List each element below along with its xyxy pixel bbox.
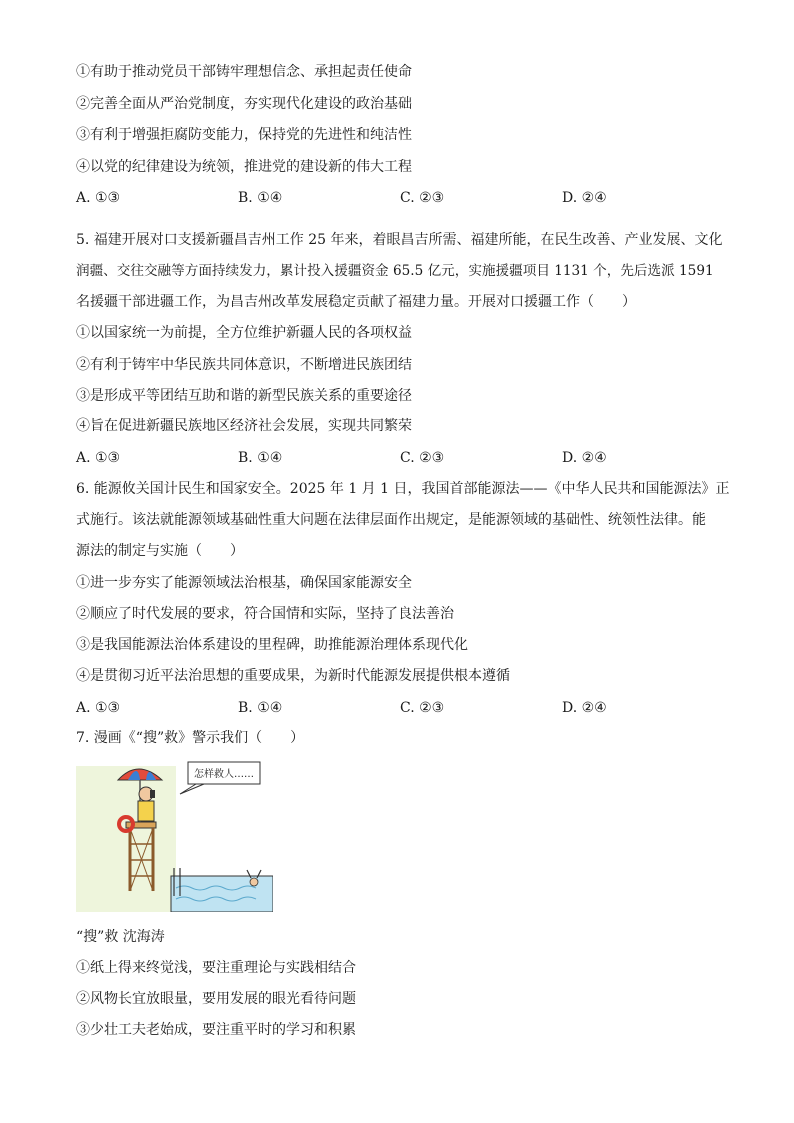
q4-item-2: ②完善全面从严治党制度，夯实现代化建设的政治基础 bbox=[76, 96, 412, 112]
q6-option-a: A. ①③ bbox=[76, 700, 121, 716]
q6-item-4: ④是贯彻习近平法治思想的重要成果，为新时代能源发展提供根本遵循 bbox=[76, 668, 510, 684]
q5-option-d: D. ②④ bbox=[562, 450, 607, 466]
q7-stem: 7. 漫画《“搜”救》警示我们（ ） bbox=[76, 730, 305, 746]
q5-item-4: ④旨在促进新疆民族地区经济社会发展，实现共同繁荣 bbox=[76, 418, 412, 434]
q6-option-c: C. ②③ bbox=[400, 700, 445, 716]
q5-option-a: A. ①③ bbox=[76, 450, 121, 466]
q4-item-4: ④以党的纪律建设为统领，推进党的建设新的伟大工程 bbox=[76, 159, 412, 175]
q7-cartoon-caption: “搜”救 沈海涛 bbox=[76, 929, 165, 945]
q4-item-3: ③有利于增强拒腐防变能力，保持党的先进性和纯洁性 bbox=[76, 127, 412, 143]
q6-option-d: D. ②④ bbox=[562, 700, 607, 716]
q6-item-2: ②顺应了时代发展的要求，符合国情和实际，坚持了良法善治 bbox=[76, 606, 454, 622]
q4-option-a: A. ①③ bbox=[76, 190, 121, 206]
q4-option-d: D. ②④ bbox=[562, 190, 607, 206]
q5-stem-line-1: 5. 福建开展对口支援新疆昌吉州工作 25 年来，着眼昌吉所需、福建所能，在民生改善、产业发展、文化 bbox=[76, 232, 723, 248]
phone-icon bbox=[150, 790, 155, 798]
q7-item-3: ③少壮工夫老始成，要注重平时的学习和积累 bbox=[76, 1022, 356, 1038]
cartoon-background bbox=[76, 766, 176, 912]
q6-stem-line-3: 源法的制定与实施（ ） bbox=[76, 543, 244, 559]
q5-option-c: C. ②③ bbox=[400, 450, 445, 466]
q5-option-b: B. ①④ bbox=[238, 450, 283, 466]
q5-stem-line-2: 润疆、交往交融等方面持续发力，累计投入援疆资金 65.5 亿元，实施援疆项目 1131 个，先后选派 1591 bbox=[76, 263, 714, 279]
q5-item-2: ②有利于铸牢中华民族共同体意识，不断增进民族团结 bbox=[76, 357, 412, 373]
q5-item-3: ③是形成平等团结互助和谐的新型民族关系的重要途径 bbox=[76, 388, 412, 404]
q5-item-1: ①以国家统一为前提，全方位维护新疆人民的各项权益 bbox=[76, 325, 412, 341]
q4-item-1: ①有助于推动党员干部铸牢理想信念、承担起责任使命 bbox=[76, 64, 412, 80]
q6-stem-line-2: 式施行。该法就能源领域基础性重大问题在法律层面作出规定，是能源领域的基础性、统领性法律。能 bbox=[76, 512, 706, 528]
q6-item-3: ③是我国能源法治体系建设的里程碑，助推能源治理体系现代化 bbox=[76, 637, 468, 653]
q6-option-b: B. ①④ bbox=[238, 700, 283, 716]
q7-item-2: ②风物长宜放眼量，要用发展的眼光看待问题 bbox=[76, 991, 356, 1007]
speech-bubble-text: 怎样救人…… bbox=[194, 769, 254, 780]
q6-stem-line-1: 6. 能源攸关国计民生和国家安全。2025 年 1 月 1 日，我国首部能源法——《中华人民共和国能源法》正 bbox=[76, 481, 730, 497]
rescue-cartoon bbox=[76, 756, 273, 912]
q5-stem-line-3: 名援疆干部进疆工作，为昌吉州改革发展稳定贡献了福建力量。开展对口援疆工作（ ） bbox=[76, 294, 636, 310]
q6-item-1: ①进一步夯实了能源领域法治根基，确保国家能源安全 bbox=[76, 575, 412, 591]
q4-option-c: C. ②③ bbox=[400, 190, 445, 206]
drowning-person bbox=[250, 878, 258, 886]
q4-option-b: B. ①④ bbox=[238, 190, 283, 206]
q7-item-1: ①纸上得来终觉浅，要注重理论与实践相结合 bbox=[76, 960, 356, 976]
